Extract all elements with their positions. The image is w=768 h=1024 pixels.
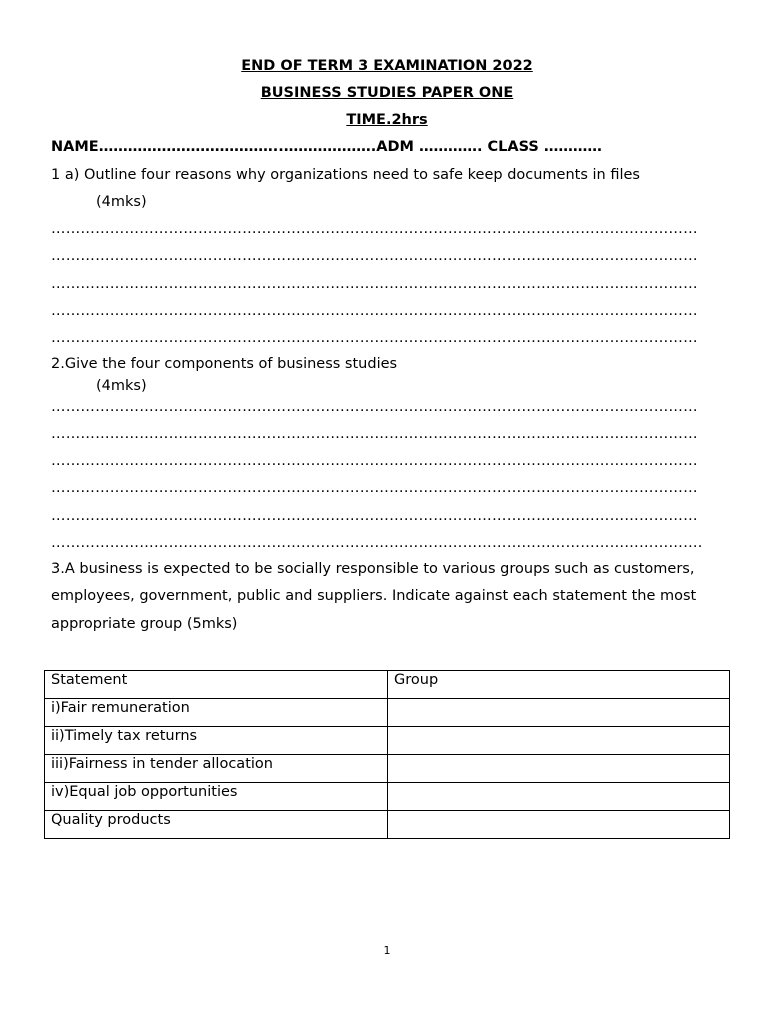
table-header-row [45, 671, 730, 699]
exam-title: END OF TERM 3 EXAMINATION 2022 [241, 58, 533, 74]
answer-line: ……………………………………………………………………………………………………………………. [51, 535, 703, 551]
table-row [45, 783, 730, 811]
exam-time: TIME.2hrs [346, 112, 428, 128]
group-answer-cell[interactable] [388, 811, 730, 839]
statement-cell: ii)Timely tax returns [45, 727, 388, 755]
answer-line: …………………………………………………………………………………………………………………… [51, 303, 698, 319]
table-row [45, 755, 730, 783]
statement-cell: iv)Equal job opportunities [45, 783, 388, 811]
question-3-line-1: 3.A business is expected to be socially responsible to various groups such as customers, [51, 561, 695, 577]
question-2-text: 2.Give the four components of business studies [51, 356, 398, 372]
group-answer-cell[interactable] [388, 783, 730, 811]
answer-line: …………………………………………………………………………………………………………………… [51, 221, 698, 237]
group-answer-cell[interactable] [388, 699, 730, 727]
table-row [45, 699, 730, 727]
question-1-text: 1 a) Outline four reasons why organizations need to safe keep documents in files [51, 167, 640, 183]
question-3-line-3: appropriate group (5mks) [51, 616, 238, 632]
answer-line: …………………………………………………………………………………………………………………… [51, 453, 698, 469]
answer-line: …………………………………………………………………………………………………………………… [51, 399, 698, 415]
statement-cell: iii)Fairness in tender allocation [45, 755, 388, 783]
header-group: Group [388, 671, 730, 699]
answer-line: …………………………………………………………………………………………………………………… [51, 276, 698, 292]
answer-line: …………………………………………………………………………………………………………………… [51, 426, 698, 442]
question-2-marks: (4mks) [96, 378, 147, 394]
page-number: 1 [383, 944, 391, 957]
answer-line: …………………………………………………………………………………………………………………… [51, 330, 698, 346]
answer-line: …………………………………………………………………………………………………………………… [51, 248, 698, 264]
statement-cell: Quality products [45, 811, 388, 839]
student-details-line: NAME………………………………..……………….ADM …………. CLASS ………… [51, 139, 602, 155]
answer-line: …………………………………………………………………………………………………………………… [51, 480, 698, 496]
question-1-marks: (4mks) [96, 194, 147, 210]
group-answer-cell[interactable] [388, 755, 730, 783]
answer-line: …………………………………………………………………………………………………………………… [51, 508, 698, 524]
responsibility-table [44, 670, 730, 839]
statement-cell: i)Fair remuneration [45, 699, 388, 727]
paper-subtitle: BUSINESS STUDIES PAPER ONE [260, 85, 514, 101]
table-row [45, 727, 730, 755]
group-answer-cell[interactable] [388, 727, 730, 755]
header-statement: Statement [45, 671, 388, 699]
question-3-line-2: employees, government, public and suppliers. Indicate against each statement the most [51, 588, 697, 604]
table-row [45, 811, 730, 839]
